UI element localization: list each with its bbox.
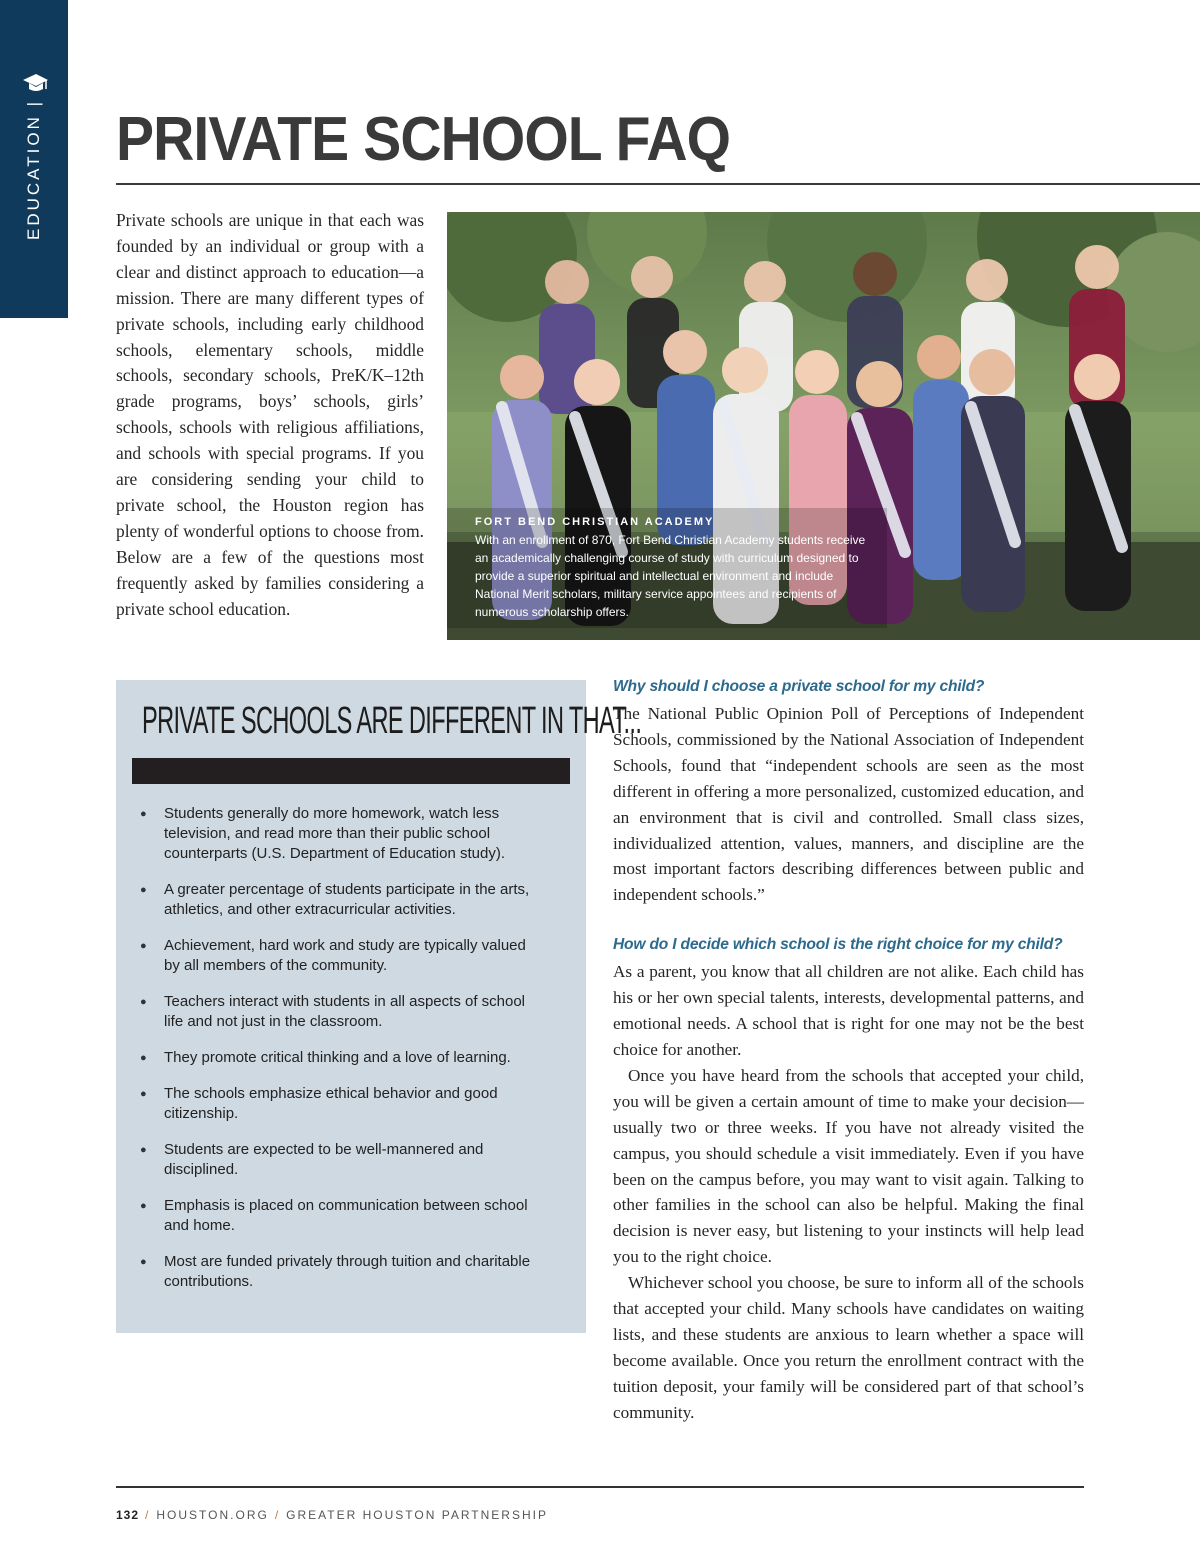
list-item: ● A greater percentage of students participate in the arts, athletics, and other extracurricular activities.	[140, 880, 540, 920]
photo-caption	[475, 516, 875, 621]
sidebar-title-bar	[132, 758, 570, 784]
footer-divider	[116, 1486, 1084, 1488]
list-item: ● Emphasis is placed on communication between school and home.	[140, 1196, 540, 1236]
faq-answer: Once you have heard from the schools that accepted your child, you will be given a certain amount of time to make your decision—usually two or three weeks. If you have not already visited the campus, you should schedule a visit immediately. Even if you have been on the campus before, you may want to visit again. Talking to other families in the school can also be helpful. Making the final decision is never easy, but listening to your instincts will help lead you to the right choice.	[613, 1065, 1084, 1267]
list-item: ● Students are expected to be well-mannered and disciplined.	[140, 1140, 540, 1180]
sidebar-box	[116, 680, 642, 1333]
intro-paragraph: Private schools are unique in that each was founded by an individual or group with a clear and distinct approach to education—a mission. There are many different types of private schools, including early childhood schools, elementary schools, middle schools, secondary schools, PreK/K–12th grade programs, boys’ schools, girls’ schools, schools with religious affiliations, and schools with special programs. If you are considering sending your child to private school, the Houston region has plenty of wonderful options to choose from. Below are a few of the questions most frequently asked by families considering a private school education.	[116, 210, 424, 619]
caption-title: FORT BEND CHRISTIAN ACADEMY	[475, 516, 715, 528]
faq-answer: As a parent, you know that all children are not alike. Each child has his or her own special talents, interests, developmental patterns, and emotional needs. A school that is right for one may not be the best choice for another.	[613, 962, 1084, 1059]
graduation-cap-icon	[20, 68, 50, 98]
page-number: 132	[116, 1508, 140, 1522]
list-item: ● Achievement, hard work and study are typically valued by all members of the community.	[140, 936, 540, 976]
faq-answer: The National Public Opinion Poll of Perceptions of Independent Schools, commissioned by the National Association of Independent Schools, found that “independent schools are seen as the most different in offering a more personalized, customized education, and an environment that is civil and controlled. Small class sizes, individualized attention, values, manners, and discipline are the most important factors describing differences between public and independent schools.”	[613, 704, 1084, 905]
section-label: EDUCATION |	[24, 99, 43, 240]
sidebar-list	[140, 804, 540, 1308]
title-divider	[116, 183, 1200, 185]
list-item: ● They promote critical thinking and a love of learning.	[140, 1048, 540, 1068]
list-item: ● Most are funded privately through tuition and charitable contributions.	[140, 1252, 540, 1292]
faq-column	[613, 676, 1084, 1426]
footer-site: HOUSTON.ORG	[156, 1508, 269, 1522]
faq-question: How do I decide which school is the right choice for my child?	[613, 936, 1063, 954]
page-footer: 132 / HOUSTON.ORG / GREATER HOUSTON PARTNERSHIP	[116, 1508, 548, 1522]
list-item: ● Teachers interact with students in all aspects of school life and not just in the classroom.	[140, 992, 540, 1032]
faq-question: Why should I choose a private school for my child?	[613, 678, 985, 695]
list-item: ● Students generally do more homework, watch less television, and read more than their public school counterparts (U.S. Department of Education study).	[140, 804, 540, 864]
caption-text: With an enrollment of 870, Fort Bend Christian Academy students receive an academically challenging course of study with curriculum designed to provide a superior spiritual and intellectual environment and include National Merit scholars, military service appointees and recipients of numerous scholarship offers.	[475, 533, 866, 619]
section-tab	[0, 0, 68, 318]
sidebar-title: PRIVATE SCHOOLS ARE DIFFERENT IN THAT...	[142, 700, 642, 742]
list-item: ● The schools emphasize ethical behavior and good citizenship.	[140, 1084, 540, 1124]
page-title: PRIVATE SCHOOL FAQ	[116, 105, 731, 174]
faq-answer: Whichever school you choose, be sure to inform all of the schools that accepted your child. Many schools have candidates on waiting lists, and these students are anxious to learn whether a space will become available. Once you return the enrollment contract with the tuition deposit, your family will be considered part of that school’s community.	[613, 1273, 1084, 1422]
footer-org: GREATER HOUSTON PARTNERSHIP	[286, 1508, 548, 1522]
